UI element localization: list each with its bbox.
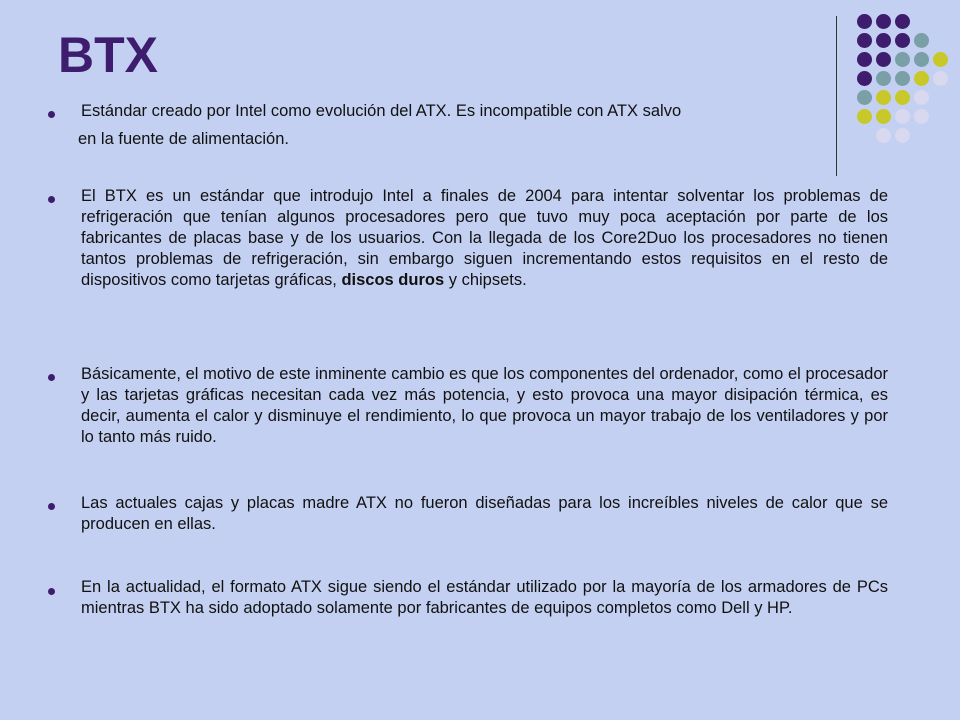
- decorative-dot: [895, 33, 910, 48]
- decorative-dot: [876, 33, 891, 48]
- decorative-dot: [914, 90, 929, 105]
- slide-title: BTX: [58, 27, 158, 83]
- title-divider: [836, 16, 837, 176]
- decorative-dot: [876, 109, 891, 124]
- decorative-dot: [895, 109, 910, 124]
- paragraph-motivo: Básicamente, el motivo de este inminente cambio es que los componentes del ordenador, como el procesador y las tarjetas gráficas necesitan cada vez más potencia, y esto provoca una mayor disipación térmica, es decir, aumenta el calor y disminuye el rendimiento, lo que provoca un mayor trabajo de los ventiladores y por lo tanto más ruido.: [81, 365, 888, 446]
- decorative-dot: [857, 33, 872, 48]
- bullet-icon: [48, 588, 55, 595]
- decorative-dot: [895, 71, 910, 86]
- decorative-dot: [914, 33, 929, 48]
- decorative-dot: [857, 14, 872, 29]
- decorative-dot: [933, 71, 948, 86]
- bullet-icon: [48, 196, 55, 203]
- decorative-dot: [914, 52, 929, 67]
- decorative-dot: [914, 71, 929, 86]
- intro-line-2: en la fuente de alimentación.: [78, 130, 289, 148]
- decorative-dot: [876, 14, 891, 29]
- decorative-dot: [895, 52, 910, 67]
- decorative-dot: [876, 128, 891, 143]
- decorative-dot: [914, 109, 929, 124]
- decorative-dot: [895, 90, 910, 105]
- paragraph-actualidad: En la actualidad, el formato ATX sigue siendo el estándar utilizado por la mayoría de los armadores de PCs mientras BTX ha sido adoptado solamente por fabricantes de equipos completos como Dell y HP.: [81, 578, 888, 617]
- decorative-dot: [876, 52, 891, 67]
- intro-line-1: Estándar creado por Intel como evolución del ATX. Es incompatible con ATX salvo: [81, 102, 682, 120]
- decorative-dot: [857, 71, 872, 86]
- paragraph-cajas-atx: Las actuales cajas y placas madre ATX no fueron diseñadas para los increíbles niveles de calor que se producen en ellas.: [81, 494, 888, 533]
- bullet-icon: [48, 374, 55, 381]
- bullet-icon: [48, 503, 55, 510]
- decorative-dot: [895, 128, 910, 143]
- bullet-icon: [48, 111, 55, 118]
- decorative-dot: [857, 52, 872, 67]
- decorative-dot: [857, 90, 872, 105]
- decorative-dot: [876, 71, 891, 86]
- paragraph-btx-intro: El BTX es un estándar que introdujo Intel a finales de 2004 para intentar solventar los problemas de refrigeración que tenían algunos procesadores pero que tuvo muy poca aceptación por parte de los fabricantes de placas base y de los usuarios. Con la llegada de los Core2Duo los procesadores no tienen tantos problemas de refrigeración, sin embargo siguen incrementando estos requisitos en el resto de dispositivos como tarjetas gráficas, discos duros y chipsets.: [81, 187, 888, 289]
- decorative-dot: [933, 52, 948, 67]
- decorative-dot: [895, 14, 910, 29]
- decorative-dot: [876, 90, 891, 105]
- decorative-dot: [857, 109, 872, 124]
